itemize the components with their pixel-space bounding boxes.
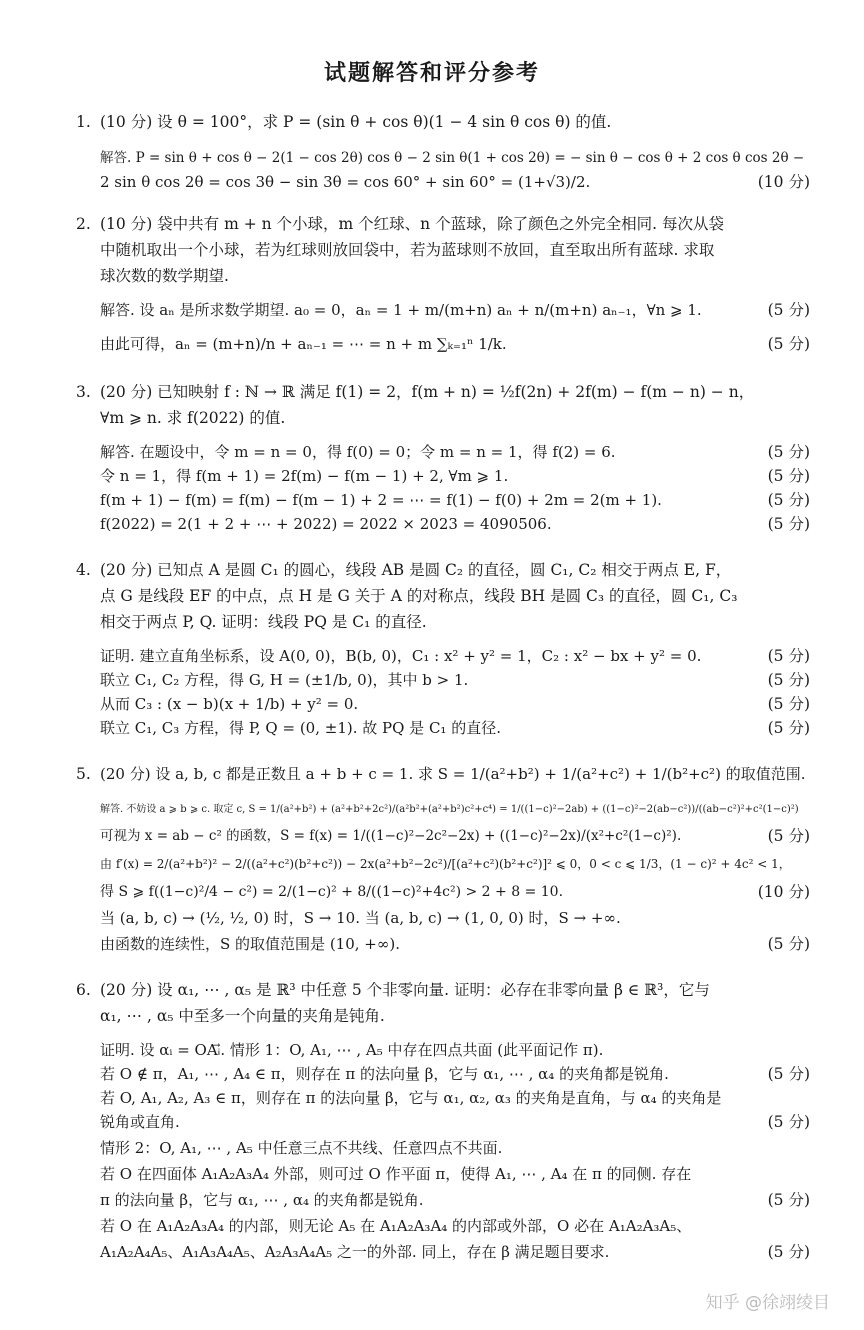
problem-5-solution-line: 解答. 不妨设 a ⩾ b ⩾ c. 取定 c, S = 1/(a²+b²) + (a²+b²+2c²)/(a²b²+(a²+b²)c²+c⁴) = 1/((1−c)²−2ab) + ((1−c)²−2(ab−c²))/((ab−c²)²+c²(1−c)²) xyxy=(100,804,799,815)
problem-4-solution-line: 证明. 建立直角坐标系，设 A(0, 0)，B(b, 0)，C₁ : x² + y² = 1，C₂ : x² − bx + y² = 0. xyxy=(100,647,702,665)
problem-6-solution-line: 若 O 在 A₁A₂A₃A₄ 的内部，则无论 A₅ 在 A₁A₂A₃A₄ 的内部或外部，O 必在 A₁A₂A₃A₅、 xyxy=(100,1217,692,1235)
score-label: (5 分) xyxy=(767,491,810,509)
problem-1-statement: (10 分) 设 θ = 100°，求 P = (sin θ + cos θ)(1 − 4 sin θ cos θ) 的值. xyxy=(100,113,612,131)
problem-5-solution-line: 得 S ⩾ f((1−c)²/4 − c²) = 2/(1−c)² + 8/((1−c)²+4c²) > 2 + 8 = 10. xyxy=(100,884,564,900)
problem-1-number: 1. xyxy=(76,113,91,131)
score-label: (5 分) xyxy=(767,719,810,737)
score-label: (5 分) xyxy=(767,301,810,319)
problem-5-number: 5. xyxy=(76,765,91,783)
problem-6-solution-line: 锐角或直角. xyxy=(100,1113,180,1131)
score-label: (10 分) xyxy=(757,883,810,901)
problem-5-solution-line: 当 (a, b, c) → (½, ½, 0) 时，S → 10. 当 (a, b, c) → (1, 0, 0) 时，S → +∞. xyxy=(100,909,621,927)
problem-2-statement: 球次数的数学期望. xyxy=(100,267,229,285)
problem-1-solution-line: 2 sin θ cos 2θ = cos 3θ − sin 3θ = cos 60° + sin 60° = (1+√3)/2. xyxy=(100,173,591,191)
problem-4-solution-line: 从而 C₃ : (x − b)(x + 1/b) + y² = 0. xyxy=(100,695,359,713)
score-label: (5 分) xyxy=(767,1243,810,1261)
problem-6-solution-line: 若 O, A₁, A₂, A₃ ∈ π，则存在 π 的法向量 β，它与 α₁, α₂, α₃ 的夹角是直角，与 α₄ 的夹角是 xyxy=(100,1089,722,1107)
problem-6-number: 6. xyxy=(76,981,91,999)
score-label: (5 分) xyxy=(767,1113,810,1131)
score-label: (5 分) xyxy=(767,827,810,845)
problem-6-solution-line: 证明. 设 αᵢ = OAᵢ⃗. 情形 1：O, A₁, ⋯ , A₅ 中存在四点共面 (此平面记作 π). xyxy=(100,1041,604,1059)
problem-4-statement: 相交于两点 P, Q. 证明：线段 PQ 是 C₁ 的直径. xyxy=(100,613,427,631)
problem-5-solution-line: 由函数的连续性，S 的取值范围是 (10, +∞). xyxy=(100,935,400,953)
problem-2-number: 2. xyxy=(76,215,91,233)
problem-4-statement: 点 G 是线段 EF 的中点，点 H 是 G 关于 A 的对称点，线段 BH 是圆 C₃ 的直径，圆 C₁, C₃ xyxy=(100,587,738,605)
problem-3-solution-line: 令 n = 1，得 f(m + 1) = 2f(m) − f(m − 1) + 2, ∀m ⩾ 1. xyxy=(100,467,509,485)
problem-2-solution-line: 解答. 设 aₙ 是所求数学期望. a₀ = 0，aₙ = 1 + m/(m+n) aₙ + n/(m+n) aₙ₋₁，∀n ⩾ 1. xyxy=(100,301,702,319)
problem-3-solution-line: f(m + 1) − f(m) = f(m) − f(m − 1) + 2 = ⋯ = f(1) − f(0) + 2m = 2(m + 1). xyxy=(100,491,662,509)
score-label: (5 分) xyxy=(767,443,810,461)
problem-4-statement: (20 分) 已知点 A 是圆 C₁ 的圆心，线段 AB 是圆 C₂ 的直径，圆 C₁, C₂ 相交于两点 E, F， xyxy=(100,561,732,579)
problem-6-solution-line: 若 O 在四面体 A₁A₂A₃A₄ 外部，则可过 O 作平面 π，使得 A₁, ⋯ , A₄ 在 π 的同侧. 存在 xyxy=(100,1165,692,1183)
score-label: (5 分) xyxy=(767,647,810,665)
score-label: (5 分) xyxy=(767,335,810,353)
problem-2-solution-line: 由此可得，aₙ = (m+n)/n + aₙ₋₁ = ⋯ = n + m ∑ₖ₌₁ⁿ 1/k. xyxy=(100,335,507,353)
problem-3-number: 3. xyxy=(76,383,91,401)
problem-1-solution-line: 解答. P = sin θ + cos θ − 2(1 − cos 2θ) cos θ − 2 sin θ(1 + cos 2θ) = − sin θ − cos θ + 2 cos θ cos 2θ − xyxy=(100,150,805,166)
problem-2-statement: (10 分) 袋中共有 m + n 个小球，m 个红球、n 个蓝球，除了颜色之外完全相同. 每次从袋 xyxy=(100,215,724,233)
problem-4-solution-line: 联立 C₁, C₂ 方程，得 G, H = (±1/b, 0)，其中 b > 1. xyxy=(100,671,469,689)
problem-5-solution-line: 可视为 x = ab − c² 的函数，S = f(x) = 1/((1−c)²−2c²−2x) + ((1−c)²−2x)/(x²+c²(1−c)²). xyxy=(100,828,682,844)
score-label: (5 分) xyxy=(767,1191,810,1209)
problem-2-statement: 中随机取出一个小球，若为红球则放回袋中，若为蓝球则不放回，直至取出所有蓝球. 求取 xyxy=(100,241,715,259)
problem-4-solution-line: 联立 C₁, C₃ 方程，得 P, Q = (0, ±1). 故 PQ 是 C₁ 的直径. xyxy=(100,719,501,737)
score-label: (10 分) xyxy=(757,173,810,191)
problem-5-statement: (20 分) 设 a, b, c 都是正数且 a + b + c = 1. 求 S = 1/(a²+b²) + 1/(a²+c²) + 1/(b²+c²) 的取值范围. xyxy=(100,765,806,783)
problem-3-statement: (20 分) 已知映射 f : ℕ → ℝ 满足 f(1) = 2，f(m + n) = ½f(2n) + 2f(m) − f(m − n) − n， xyxy=(100,383,755,401)
problem-6-solution-line: π 的法向量 β，它与 α₁, ⋯ , α₄ 的夹角都是锐角. xyxy=(100,1191,424,1209)
score-label: (5 分) xyxy=(767,695,810,713)
page-title: 试题解答和评分参考 xyxy=(323,60,540,86)
problem-3-solution-line: f(2022) = 2(1 + 2 + ⋯ + 2022) = 2022 × 2023 = 4090506. xyxy=(100,515,552,533)
problem-5-solution-line: 由 f′(x) = 2/(a²+b²)² − 2/((a²+c²)(b²+c²)) − 2x(a²+b²−2c²)/[(a²+c²)(b²+c²)]² ⩽ 0，0 < c ⩽ 1/3，(1 − c)² + 4c² < 1， xyxy=(100,857,791,871)
watermark: 知乎 @徐翊绫目 xyxy=(705,1293,830,1313)
score-label: (5 分) xyxy=(767,515,810,533)
problem-3-solution-line: 解答. 在题设中，令 m = n = 0，得 f(0) = 0；令 m = n = 1，得 f(2) = 6. xyxy=(100,443,616,461)
score-label: (5 分) xyxy=(767,1065,810,1083)
problem-6-solution-line: A₁A₂A₄A₅、A₁A₃A₄A₅、A₂A₃A₄A₅ 之一的外部. 同上，存在 β 满足题目要求. xyxy=(100,1243,610,1261)
problem-6-solution-line: 情形 2：O, A₁, ⋯ , A₅ 中任意三点不共线、任意四点不共面. xyxy=(100,1139,503,1157)
score-label: (5 分) xyxy=(767,467,810,485)
problem-6-statement: (20 分) 设 α₁, ⋯ , α₅ 是 ℝ³ 中任意 5 个非零向量. 证明：必存在非零向量 β ∈ ℝ³，它与 xyxy=(100,981,710,999)
problem-6-statement: α₁, ⋯ , α₅ 中至多一个向量的夹角是钝角. xyxy=(100,1007,385,1025)
problem-3-statement: ∀m ⩾ n. 求 f(2022) 的值. xyxy=(100,409,286,427)
score-label: (5 分) xyxy=(767,935,810,953)
problem-4-number: 4. xyxy=(76,561,91,579)
score-label: (5 分) xyxy=(767,671,810,689)
problem-6-solution-line: 若 O ∉ π，A₁, ⋯ , A₄ ∈ π，则存在 π 的法向量 β，它与 α₁, ⋯ , α₄ 的夹角都是锐角. xyxy=(100,1065,669,1083)
